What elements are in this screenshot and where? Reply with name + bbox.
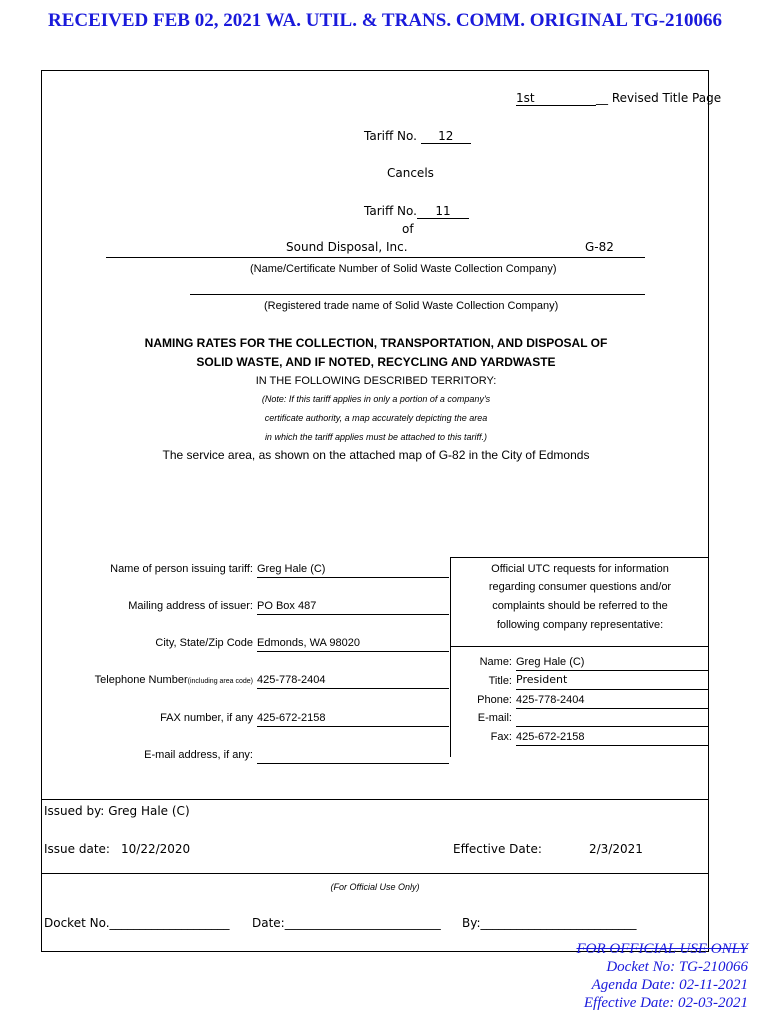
official-use-caption: (For Official Use Only) (330, 882, 420, 892)
tariff-number-value: 12 (421, 129, 471, 144)
footer-effective-date: Effective Date: 02-03-2021 (583, 995, 748, 1011)
official-use-divider (41, 873, 709, 874)
utc-email-field (516, 712, 709, 727)
issued-by-value: Greg Hale (C) (108, 804, 190, 818)
utc-fax-label: Fax: (490, 731, 512, 743)
utc-box-divider (450, 646, 709, 647)
revised-line: 1st __ Revised Title Page (516, 91, 722, 105)
fax-label: FAX number, if any (160, 712, 253, 724)
tariff-number-label: Tariff No. (364, 129, 417, 143)
footer-docket-number: Docket No: TG-210066 (606, 959, 748, 975)
utc-name-label: Name: (479, 656, 512, 668)
received-stamp: RECEIVED FEB 02, 2021 WA. UTIL. & TRANS. COMM. ORIGINAL TG-210066 (47, 10, 723, 31)
cancels-tariff-value: 11 (417, 204, 469, 219)
utc-line-2: regarding consumer questions and/or (488, 581, 672, 593)
utc-fax-field: 425-672-2158 (516, 731, 709, 746)
utc-name-field: Greg Hale (C) (516, 656, 709, 671)
issue-date-label: Issue date: (44, 842, 110, 856)
territory-text: IN THE FOLLOWING DESCRIBED TERRITORY: (255, 375, 497, 387)
company-name: Sound Disposal, Inc. (286, 240, 408, 254)
trade-name-line (190, 294, 645, 295)
note-line-2: certificate authority, a map accurately depicting the area (264, 413, 488, 423)
utc-phone-label: Phone: (477, 694, 512, 706)
city-state-zip-label: City, State/Zip Code (155, 637, 253, 649)
cancels-tariff (364, 204, 469, 219)
heading-line-1: NAMING RATES FOR THE COLLECTION, TRANSPORTATION, AND DISPOSAL OF (144, 336, 608, 350)
utc-email-label: E-mail: (477, 712, 512, 724)
revised-number: 1st (516, 91, 596, 106)
docket-by-field: By:__________________________ (462, 916, 637, 930)
utc-title-field: President (516, 673, 709, 690)
service-area-text: The service area, as shown on the attached map of G-82 in the City of Edmonds (162, 448, 590, 462)
mailing-address-label: Mailing address of issuer: (128, 600, 253, 612)
revised-label: Revised Title Page (611, 91, 722, 105)
heading-line-2: SOLID WASTE, AND IF NOTED, RECYCLING AND YARDWASTE (196, 355, 556, 369)
utc-phone-field: 425-778-2404 (516, 694, 709, 709)
mailing-address-field: PO Box 487 (257, 600, 449, 615)
footer-agenda-date: Agenda Date: 02-11-2021 (591, 977, 748, 993)
telephone-label (40, 674, 253, 686)
fax-field: 425-672-2158 (257, 712, 449, 727)
utc-box-left-border (450, 557, 451, 757)
cancels-text: Cancels (387, 166, 434, 180)
issue-date-value: 10/22/2020 (121, 842, 191, 856)
docket-date-field: Date:__________________________ (252, 916, 441, 930)
company-line (106, 257, 645, 258)
utc-title-label: Title: (488, 675, 512, 687)
issuer-name-field: Greg Hale (C) (257, 563, 449, 578)
utc-line-4: following company representative: (496, 619, 664, 631)
tariff-title-page (41, 70, 709, 952)
cancels-tariff-label: Tariff No. (364, 204, 417, 218)
official-use-stamp: FOR OFFICIAL USE ONLY (576, 941, 748, 957)
effective-date-label: Effective Date: (453, 842, 542, 856)
telephone-label-note: (including area code) (187, 678, 253, 685)
email-label: E-mail address, if any: (144, 749, 253, 761)
company-caption: (Name/Certificate Number of Solid Waste Collection Company) (250, 263, 557, 275)
utc-line-1: Official UTC requests for information (491, 563, 669, 575)
effective-date-value: 2/3/2021 (589, 842, 643, 856)
telephone-label-text: Telephone Number (94, 674, 188, 686)
issued-by-label: Issued by: (44, 804, 105, 818)
telephone-field: 425-778-2404 (257, 674, 449, 689)
city-state-zip-field: Edmonds, WA 98020 (257, 637, 449, 652)
email-field (257, 749, 449, 764)
note-line-1: (Note: If this tariff applies in only a portion of a company's (261, 394, 491, 404)
tariff-number (364, 129, 471, 144)
docket-number-field: Docket No.____________________ (44, 916, 230, 930)
utc-line-3: complaints should be referred to the (492, 600, 668, 612)
of-text: of (402, 222, 414, 236)
trade-name-caption: (Registered trade name of Solid Waste Collection Company) (264, 300, 559, 312)
issuer-name-label: Name of person issuing tariff: (110, 563, 253, 575)
utc-box-top-border (450, 557, 709, 558)
issued-section-divider (41, 799, 709, 800)
note-line-3: in which the tariff applies must be attached to this tariff.) (264, 432, 488, 442)
company-certificate: G-82 (585, 240, 614, 254)
issued-by (44, 804, 190, 818)
